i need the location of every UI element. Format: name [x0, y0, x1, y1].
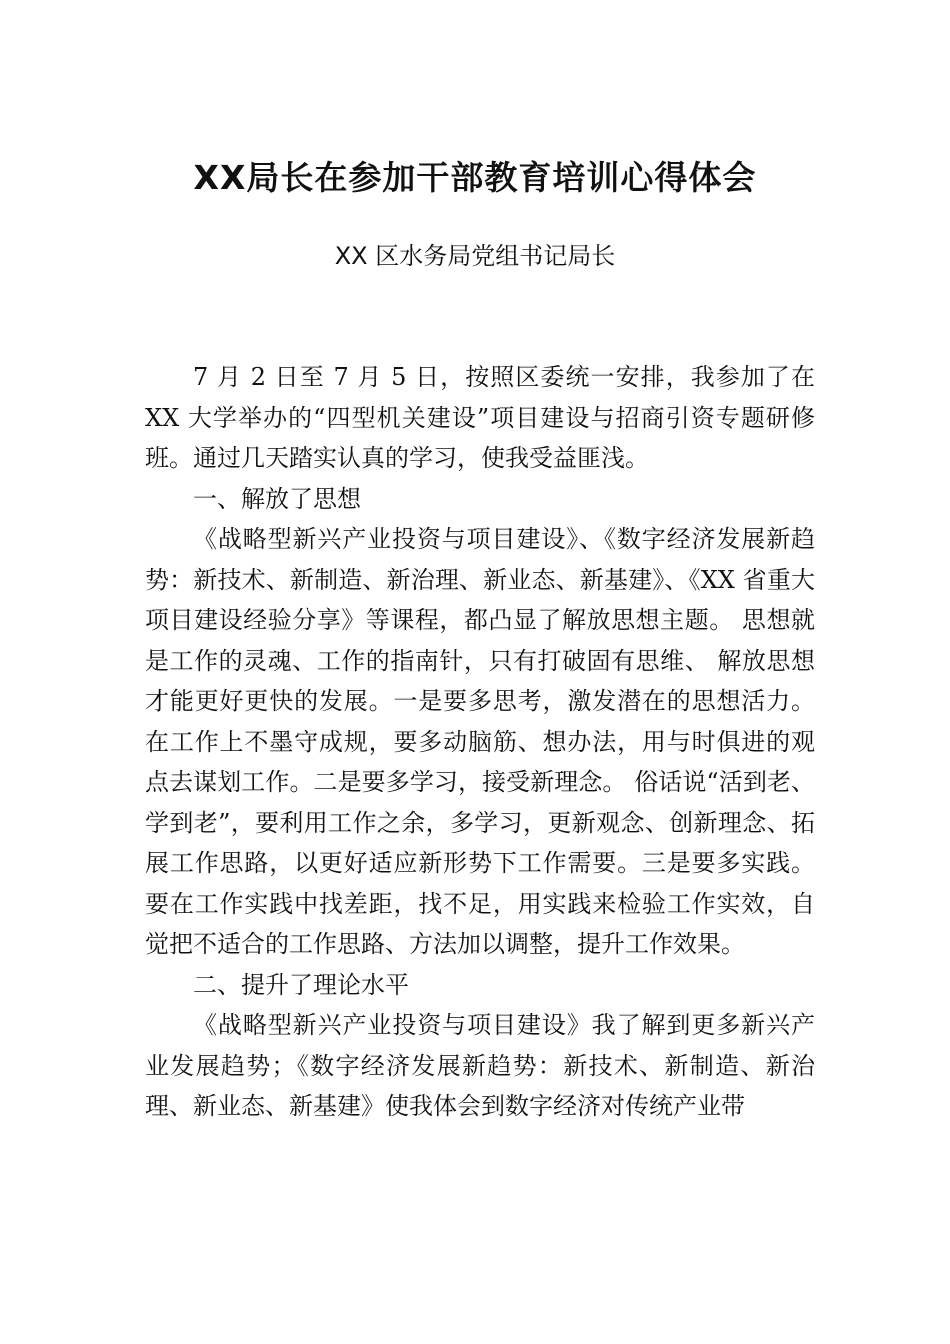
section-heading-1: 一、解放了思想: [193, 484, 361, 513]
paragraph-section-1: 《战略型新兴产业投资与项目建设》、《数字经济发展新趋势：新技术、新制造、新治理、新业态、新基建》、《XX 省重大项目建设经验分享》等课程，都凸显了解放思想主题。 思想就是工作的灵魂、工作的指南针，只有打破固有思维、 解放思想才能更好更快的发展。一是要多思考，激发潜在的思想活力。在工作上不墨守成规，要多动脑筋、想办法，用与时俱进的观点去谋划工作。二是要多学习，接受新理念。 俗话说“活到老、学到老”，要利用工作之余，多学习，更新观念、创新理念、拓展工作思路，以更好适应新形势下工作需要。三是要多实践。要在工作实践中找差距，找不足，用实践来检验工作实效，自觉把不适合的工作思路、方法加以调整，提升工作效果。: [145, 525, 815, 958]
document-title: XX局长在参加干部教育培训心得体会: [193, 158, 757, 197]
paragraph-intro: 7 月 2 日至 7 月 5 日，按照区委统一安排，我参加了在 XX 大学举办的“四型机关建设”项目建设与招商引资专题研修班。通过几天踏实认真的学习，使我受益匪浅。: [145, 363, 815, 472]
paragraph-section-2: 《战略型新兴产业投资与项目建设》我了解到更多新兴产业发展趋势；《数字经济发展新趋势：新技术、新制造、新治理、新业态、新基建》使我体会到数字经济对传统产业带: [145, 1011, 815, 1120]
document-author: XX 区水务局党组书记局长: [334, 242, 616, 270]
section-heading-2: 二、提升了理论水平: [193, 970, 409, 999]
document-body: [145, 357, 815, 1127]
